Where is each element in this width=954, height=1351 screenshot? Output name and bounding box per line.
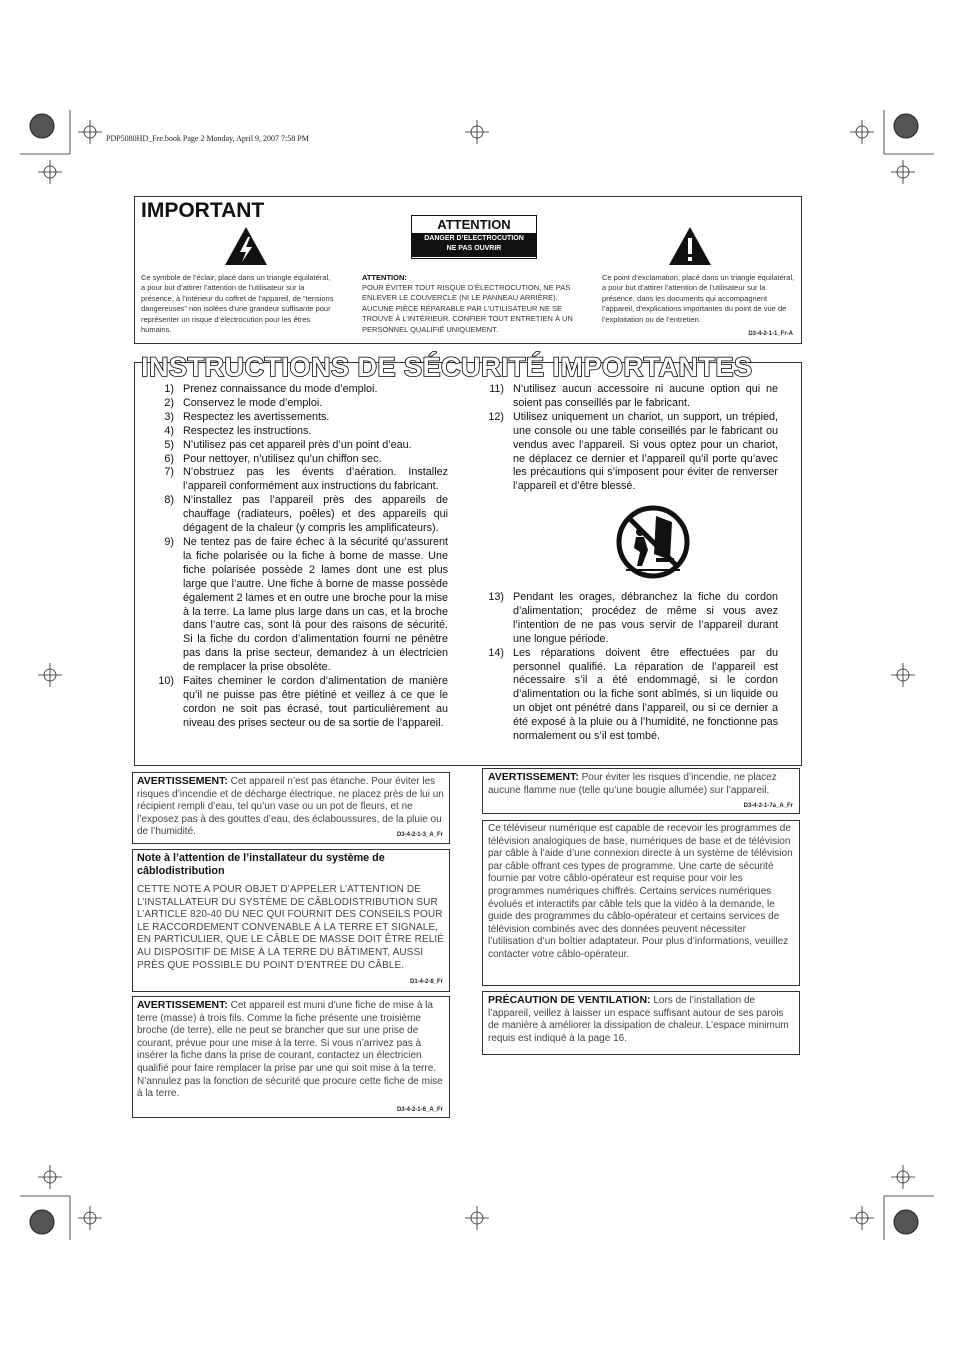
crosshair-mark (38, 1165, 62, 1189)
list-item: 10) Faites cheminer le cordon d’alimentation de manière qu’il ne puisse pas être piétiné et veillez à ce que le cordon ne soit pas écrasé, tout particulièrement au niveau des prises secteur ou de sa sortie de l’appareil. (158, 675, 448, 729)
crosshair-mark (78, 120, 102, 144)
lightning-warning-icon (223, 225, 269, 267)
list-item: 1) Prenez connaissance du mode d’emploi. (164, 383, 378, 395)
list-item: 7) N’obstruez pas les évents d’aération. Installez l’appareil conformément aux instructions du fabricant. (164, 466, 448, 493)
crosshair-mark (465, 120, 489, 144)
digital-tv-box (482, 820, 800, 986)
grounding-warning-text: AVERTISSEMENT: Cet appareil est muni d’une fiche de mise à la terre (masse) à trois fils. Comme la fiche présente une troisième broche (de terre), elle ne peut se brancher que sur une prise de courant, prévue pour une mise à la terre. Si vous n’arrivez pas à insérer la fiche dans la prise de courant, contactez un électricien qualifié pour faire remplacer la prise par une qui soit mise à la terre. N’annulez pas la fonction de sécurité que procure cette fiche de mise à la terre. (137, 999, 443, 1100)
flame-warning-box (482, 768, 800, 814)
list-item: 5) N’utilisez pas cet appareil près d’un point d’eau. (164, 438, 412, 451)
digital-tv-text: Ce téléviseur numérique est capable de recevoir les programmes de télévision analogiques de base, numériques de base et de télévision par câble à l’aide d’une connexion directe à un système de télévision par câble offrant ces types de programme. Une carte de sécurité fournie par votre câblo-opérateur est requise pour voir les programmes numériques chiffrés. Certains services numériques évolués et interactifs par câble tels que la vidéo à la demande, le guide des programmes du câblo-opérateur et certains services de télévision combinés avec des données peuvent nécessiter l’utilisation d’un boîtier adaptateur. Pour plus d’informations, veuillez contacter votre câblo-opérateur. (488, 823, 793, 960)
cable-note-text: CETTE NOTE A POUR OBJET D’APPELER L’ATTENTION DE L’INSTALLATEUR DU SYSTÈME DE CÂBLODISTRIBUTION SUR L’ARTICLE 820-40 DU NEC QUI FOURNIT DES CONSEILS POUR LE RACCORDEMENT CONVENABLE À LA TERRE ET SIGNALE, EN PARTICULIER, QUE LE CÂBLE DE MASSE DOIT ÊTRE RELIÉ AU DISPOSITIF DE MISE À LA TERRE DU BÂTIMENT, AUSSI PRÈS QUE POSSIBLE DU POINT D’ENTRÉE DU CÂBLE. (137, 884, 445, 971)
safety-list-right-bottom (470, 591, 778, 744)
list-item: 8) N’installez pas l’appareil près des appareils de chauffage (radiateurs, poêles) et des appareils qui dégagent de la chaleur (y compris les amplificateurs). (164, 494, 448, 535)
attention-text: POUR ÉVITER TOUT RISQUE D’ÉLECTROCUTION, NE PAS ENLEVER LE COUVERCLE (NI LE PANNEAU ARRIÈRE). AUCUNE PIÈCE RÉPARABLE PAR L’UTILISATEUR NE SE TROUVE À L’INTÉRIEUR. CONFIER TOUT ENTRETIEN À UN PERSONNEL QUALIFIÉ UNIQUEMENT. (362, 283, 573, 334)
crosshair-mark (465, 1206, 489, 1230)
cable-installer-note-box (132, 849, 450, 992)
water-warning-code: D3-4-2-1-3_A_Fr (396, 832, 443, 838)
ventilation-box (482, 991, 800, 1055)
crosshair-mark (891, 1165, 915, 1189)
flame-warning-text: AVERTISSEMENT: Pour éviter les risques d’incendie, ne placez aucune flamme nue (telle qu’une bougie allumée) sur l’appareil. (488, 771, 777, 796)
print-mark-disc-bl (30, 1210, 54, 1234)
water-warning-box (132, 772, 450, 844)
list-item: 2) Conservez le mode d’emploi. (164, 396, 323, 409)
crosshair-mark (78, 1206, 102, 1230)
print-mark-disc-br (894, 1210, 918, 1234)
safety-title: INSTRUCTIONS DE SÉCURITÉ IMPORTANTES (141, 352, 753, 382)
print-mark-disc-tr (894, 114, 918, 138)
ventilation-text: PRÉCAUTION DE VENTILATION: Lors de l’installation de l’appareil, veillez à laisser un espace suffisant autour de ses parois de manière à améliorer la dissipation de chaleur. L’espace minimum requis est indiqué à la page 16. (488, 994, 789, 1044)
exclamation-warning-icon (667, 225, 713, 267)
list-item: 3) Respectez les avertissements. (164, 410, 330, 423)
important-code: D3-4-2-1-1_Fr-A (748, 331, 793, 337)
crosshair-mark (891, 160, 915, 184)
list-item: 13) Pendant les orages, débranchez la fiche du cordon d’alimentation; procédez de même si vous avez l’intention de ne pas vous servir de l’appareil durant une longue période. (488, 591, 778, 645)
list-item: 4) Respectez les instructions. (164, 424, 312, 437)
list-item: 6) Pour nettoyer, n’utilisez qu’un chiffon sec. (164, 452, 382, 465)
crosshair-mark (38, 160, 62, 184)
lightning-explanation: Ce symbole de l’éclair, placé dans un triangle équilatéral, a pour but d’attirer l’attention de l’utilisateur sur la présence, à l’intérieur du coffret de l’appareil, de “tensions dangereuses” non isolées d’une grandeur suffisante pour représenter un risque d’électrocution pour les êtres humains. (141, 273, 334, 335)
cable-note-code: D1-4-2-8_Fr (409, 979, 443, 985)
grounding-warning-code: D3-4-2-1-6_A_Fr (396, 1107, 443, 1113)
print-mark-disc-tl (30, 114, 54, 138)
cable-note-title: Note à l’attention de l’installateur du système de câblodistribution (137, 852, 385, 877)
attention-label: ATTENTION (437, 217, 511, 232)
attention-heading: ATTENTION: (362, 273, 407, 282)
crosshair-mark (850, 120, 874, 144)
important-title: IMPORTANT (141, 199, 265, 222)
attention-sub: DANGER D’ELECTROCUTION NE PAS OUVRIR (412, 233, 536, 257)
grounding-warning-box (132, 996, 450, 1118)
safety-list-right-top (470, 383, 778, 494)
safety-list-left (140, 383, 448, 731)
exclamation-explanation: Ce point d’exclamation, placé dans un triangle équilatéral, a pour but d’attirer l’attention de l’utilisateur sur la présence, dans les documents qui accompagnent l’appareil, d’explications importantes du point de vue de l’exploitation ou de l’entretien. (602, 273, 795, 324)
crosshair-mark (891, 663, 915, 687)
attention-badge (411, 215, 537, 259)
list-item: 11) N’utilisez aucun accessoire ni aucune option qui ne soient pas conseillés par le fabricant. (489, 383, 778, 409)
flame-warning-code: D3-4-2-1-7a_A_Fr (743, 803, 793, 809)
cart-tipover-icon (612, 504, 694, 580)
list-item: 9) Ne tentez pas de faire échec à la sécurité qu’assurent la fiche polarisée ou la fiche à borne de masse. Une fiche polarisée possède 2 lames dont une est plus large que l’autre. Une fiche à borne de masse possède également 2 lames et en outre une broche pour la mise à la terre. La lame plus large dans un cas, et la broche dans l’autre cas, sont là pour des raisons de sécurité. Si la fiche du cordon d’alimentation fourni ne pénètre pas dans la prise secteur, demandez à un électricien de remplacer la prise obsolète. (164, 535, 448, 674)
crosshair-mark (850, 1206, 874, 1230)
list-item: 14) Les réparations doivent être effectuées par du personnel qualifié. La réparation de l’appareil est nécessaire s’il a été endommagé, si le cordon d’alimentation ou la fiche sont abîmés, si un liquide ou un objet ont pénétré dans l’appareil, ou si ce dernier a été exposé à la pluie ou à l’humidité, ne fonctionne pas normalement ou s’il est tombé. (488, 646, 778, 743)
important-box (134, 196, 802, 344)
water-warning-text: AVERTISSEMENT: Cet appareil n’est pas étanche. Pour éviter les risques d’incendie et de décharge électrique, ne placez près de lui un récipient rempli d’eau, tel qu’un vase ou un pot de fleurs, et ne l’exposez pas à des gouttes d’eau, des éclaboussures, de la pluie ou de l’humidité. (137, 775, 444, 838)
file-header: PDP5080HD_Fre.book Page 2 Monday, April 9, 2007 7:58 PM (106, 134, 309, 143)
list-item: 12) Utilisez uniquement un chariot, un support, un trépied, une console ou une table conseillés par le fabricant ou vendus avec l’appareil. Si vous optez pour un chariot, ne déplacez ce dernier et l’appareil qu’il porte qu’avec les précautions qui s’imposent pour éviter de renverser l’appareil et d’être blessé. (488, 410, 778, 493)
crosshair-mark (38, 663, 62, 687)
